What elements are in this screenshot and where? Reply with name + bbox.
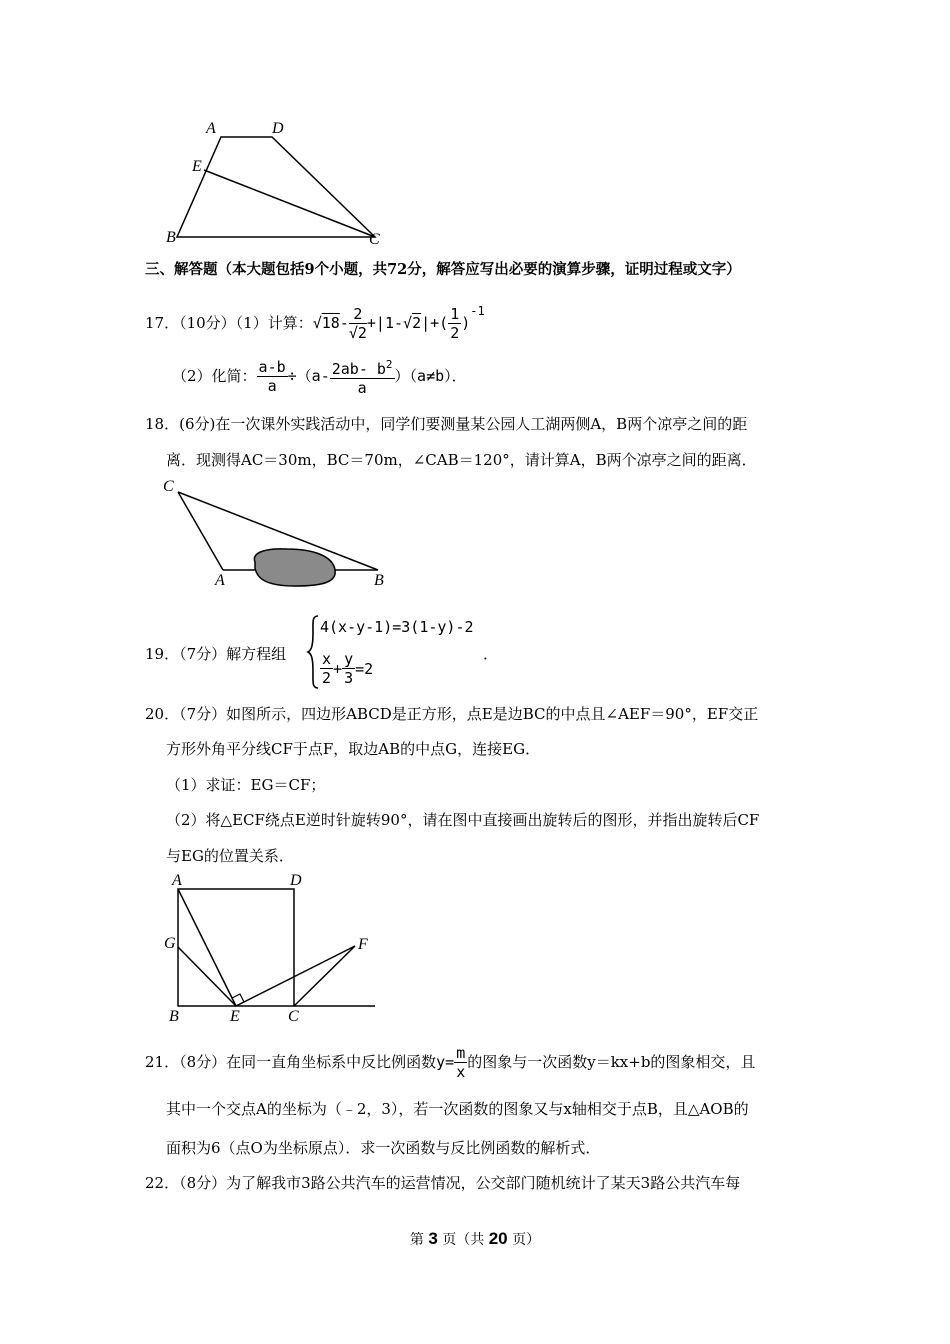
lake-svg [155, 478, 395, 593]
q17-f2-den: a [357, 378, 367, 397]
q19-prefix: 19．（7分）解方程组 [145, 645, 287, 663]
figure-trapezoid [160, 118, 390, 253]
q17-div: ÷（a- [287, 367, 330, 385]
q17-half [448, 305, 461, 342]
q19-rhs: =2 [355, 659, 374, 678]
figure-lake [155, 478, 395, 593]
q20-line5: 与EG的位置关系． [166, 847, 294, 865]
label-C: C [163, 478, 174, 495]
label-D: D [272, 120, 284, 137]
footer-pre: 第 [409, 1232, 424, 1248]
q17-f2-num: 2ab- b [331, 359, 386, 378]
footer-page-number: 3 [428, 1229, 438, 1248]
label-B: B [374, 572, 384, 589]
q17-f1-num: a-b [258, 357, 286, 376]
label-G: G [164, 935, 176, 952]
q22-line1: 22．（8分）为了解我市3路公共汽车的运营情况，公交部门随机统计了某天3路公共汽车每 [145, 1174, 741, 1192]
q17-fraction [349, 305, 367, 342]
label-B: B [166, 229, 176, 246]
q17-tail: ）（a≠b）． [394, 367, 467, 385]
q19-y: y [344, 650, 354, 668]
q17-prefix: 17．（10分）（1）计算： [145, 314, 313, 332]
label-A: A [206, 120, 216, 137]
q17-frac-den-value: 2 [357, 323, 367, 342]
q17-abs-one: 1- [384, 314, 404, 332]
q19-two: 2 [322, 669, 332, 687]
q17-f2-sup: 2 [385, 357, 393, 371]
section-heading: 三、解答题（本大题包括9个小题，共72分，解答应写出必要的演算步骤，证明过程或文字） [145, 261, 741, 278]
q19-eq2 [320, 650, 373, 687]
brace-icon [306, 612, 320, 692]
q18-line1: 18．(6分)在一次课外实践活动中，同学们要测量某公园人工湖两侧A，B两个凉亭之间的距 [145, 415, 748, 433]
label-D: D [290, 872, 302, 889]
q20-line4: （2）将△ECF绕点E逆时针旋转90°，请在图中直接画出旋转后的图形，并指出旋转后CF [166, 811, 760, 829]
q17-f2 [330, 356, 395, 397]
q21-line1 [145, 1040, 755, 1084]
q21-x: x [456, 1062, 466, 1081]
footer-post: 页） [512, 1232, 541, 1248]
q18-line2: 离．现测得AC＝30m，BC＝70m，∠CAB＝120°，请计算A，B两个凉亭之间的距离． [166, 451, 757, 469]
label-F: F [358, 936, 368, 953]
label-E: E [230, 1008, 240, 1025]
q17-abs-sqrt2: 2 [412, 314, 422, 332]
label-C: C [369, 231, 380, 248]
trapezoid-svg [160, 118, 390, 253]
q19-dot: ． [483, 645, 499, 663]
q17-plus-paren: +( [430, 314, 449, 332]
page-footer [0, 1229, 950, 1250]
label-A: A [172, 872, 182, 889]
q19-eq1: 4(x-y-1)=3(1-y)-2 [320, 618, 474, 636]
sqrt18: √18 [312, 314, 340, 332]
label-A: A [215, 572, 225, 589]
label-C: C [288, 1008, 299, 1025]
q21-line1-a: 21．（8分）在同一直角坐标系中反比例函数 [145, 1053, 437, 1071]
q19-system [306, 612, 486, 692]
q17-half-den: 2 [450, 323, 460, 342]
q21-m: m [456, 1043, 466, 1062]
q17-exponent: -1 [470, 304, 485, 318]
q17-f1-den: a [267, 376, 277, 395]
q20-line3: （1）求证：EG＝CF； [166, 776, 326, 794]
q21-line1-b: 的图象与一次函数y＝kx+b的图象相交，且 [467, 1053, 756, 1071]
q17-line1: 17．（10分）（1）计算： √18 - $\frac{2}{√2}$ +| 1- √2| +( $\frac{1}{2}$ ) -1 [145, 303, 485, 343]
q17-half-num: 1 [450, 304, 460, 323]
label-B: B [169, 1008, 179, 1025]
q21-line2: 其中一个交点A的坐标为（﹣2，3），若一次函数的图象又与x轴相交于点B，且△AOB的 [166, 1100, 749, 1118]
q20-line2: 方形外角平分线CF于点F，取边AB的中点G，连接EG． [166, 740, 541, 758]
footer-total-pages: 20 [488, 1229, 508, 1248]
square-svg [160, 872, 380, 1027]
q19-three: 3 [344, 669, 354, 687]
q17-line2 [172, 354, 467, 398]
q21-y-eq: y= [436, 1053, 455, 1071]
label-E: E [192, 158, 202, 175]
figure-square [160, 872, 380, 1027]
q17-frac-den: √2 [348, 323, 367, 342]
sqrt18-value: 18 [321, 314, 340, 332]
q20-line1: 20．（7分）如图所示，四边形ABCD是正方形，点E是边BC的中点且∠AEF＝90°，EF交正 [145, 705, 759, 723]
q17-frac-num: 2 [349, 305, 367, 324]
q17-part2-prefix: （2）化简： [172, 367, 257, 385]
q21-line3: 面积为6（点O为坐标原点）．求一次函数与反比例函数的解析式． [166, 1139, 601, 1157]
q19-x: x [322, 650, 332, 668]
q17-f1 [257, 358, 288, 395]
footer-mid: 页（共 [442, 1232, 485, 1248]
q19-plus: + [333, 659, 343, 678]
